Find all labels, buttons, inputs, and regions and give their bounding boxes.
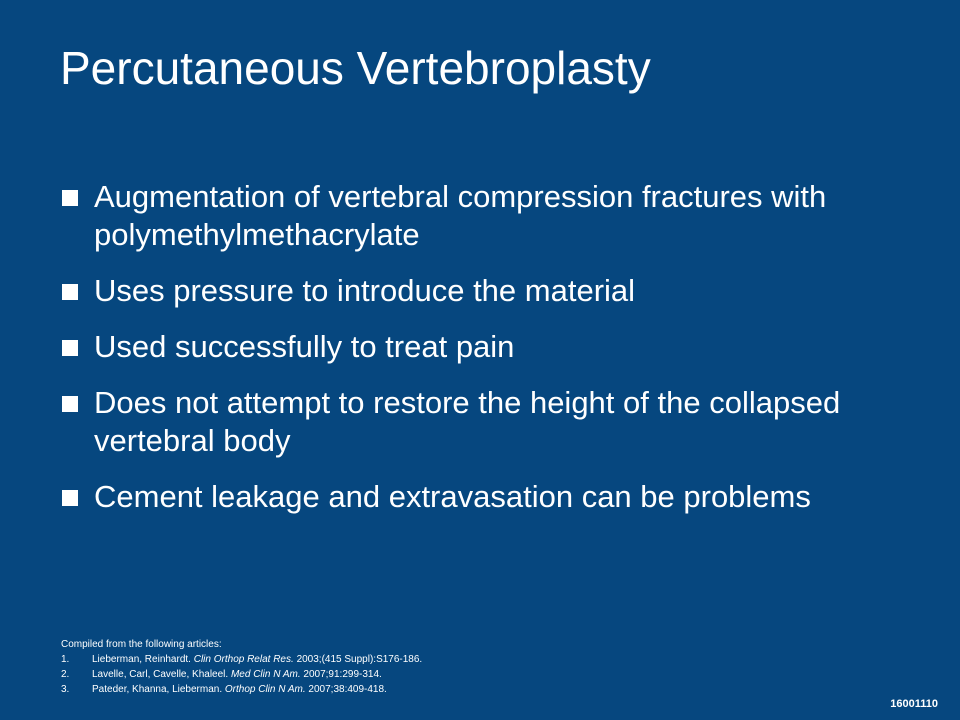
reference-authors: Pateder, Khanna, Lieberman. xyxy=(92,684,223,695)
bullet-text: Cement leakage and extravasation can be problems xyxy=(94,479,811,514)
square-bullet-icon xyxy=(62,190,78,206)
reference-citation: 2007;91:299-314. xyxy=(303,669,382,680)
reference-number: 1. xyxy=(61,654,70,665)
bullet-list xyxy=(62,178,922,534)
slide-title: Percutaneous Vertebroplasty xyxy=(60,42,651,94)
bullet-text: Used successfully to treat pain xyxy=(94,329,515,364)
bullet-item xyxy=(62,328,922,366)
bullet-item xyxy=(62,384,922,460)
references-heading: Compiled from the following articles: xyxy=(61,639,222,650)
reference-journal: Clin Orthop Relat Res. xyxy=(193,654,294,665)
slide-id: 16001110 xyxy=(890,698,938,710)
reference-number: 2. xyxy=(61,669,70,680)
reference-item xyxy=(61,682,861,697)
reference-item xyxy=(61,652,861,667)
square-bullet-icon xyxy=(62,490,78,506)
square-bullet-icon xyxy=(62,396,78,412)
bullet-text: Does not attempt to restore the height of the collapsed vertebral body xyxy=(94,385,841,458)
reference-citation: 2007;38:409-418. xyxy=(308,684,387,695)
bullet-item xyxy=(62,478,922,516)
bullet-item xyxy=(62,272,922,310)
reference-item xyxy=(61,667,861,682)
reference-authors: Lavelle, Carl, Cavelle, Khaleel. xyxy=(92,669,229,680)
reference-authors: Lieberman, Reinhardt. xyxy=(92,654,191,665)
bullet-text: Uses pressure to introduce the material xyxy=(94,273,636,308)
references-section xyxy=(61,637,861,697)
reference-number: 3. xyxy=(61,684,70,695)
bullet-text: Augmentation of vertebral compression fractures with polymethylmethacrylate xyxy=(94,179,827,252)
reference-journal: Med Clin N Am. xyxy=(230,669,301,680)
reference-journal: Orthop Clin N Am. xyxy=(224,684,306,695)
reference-citation: 2003;(415 Suppl):S176-186. xyxy=(296,654,423,665)
bullet-item xyxy=(62,178,922,254)
square-bullet-icon xyxy=(62,284,78,300)
square-bullet-icon xyxy=(62,340,78,356)
